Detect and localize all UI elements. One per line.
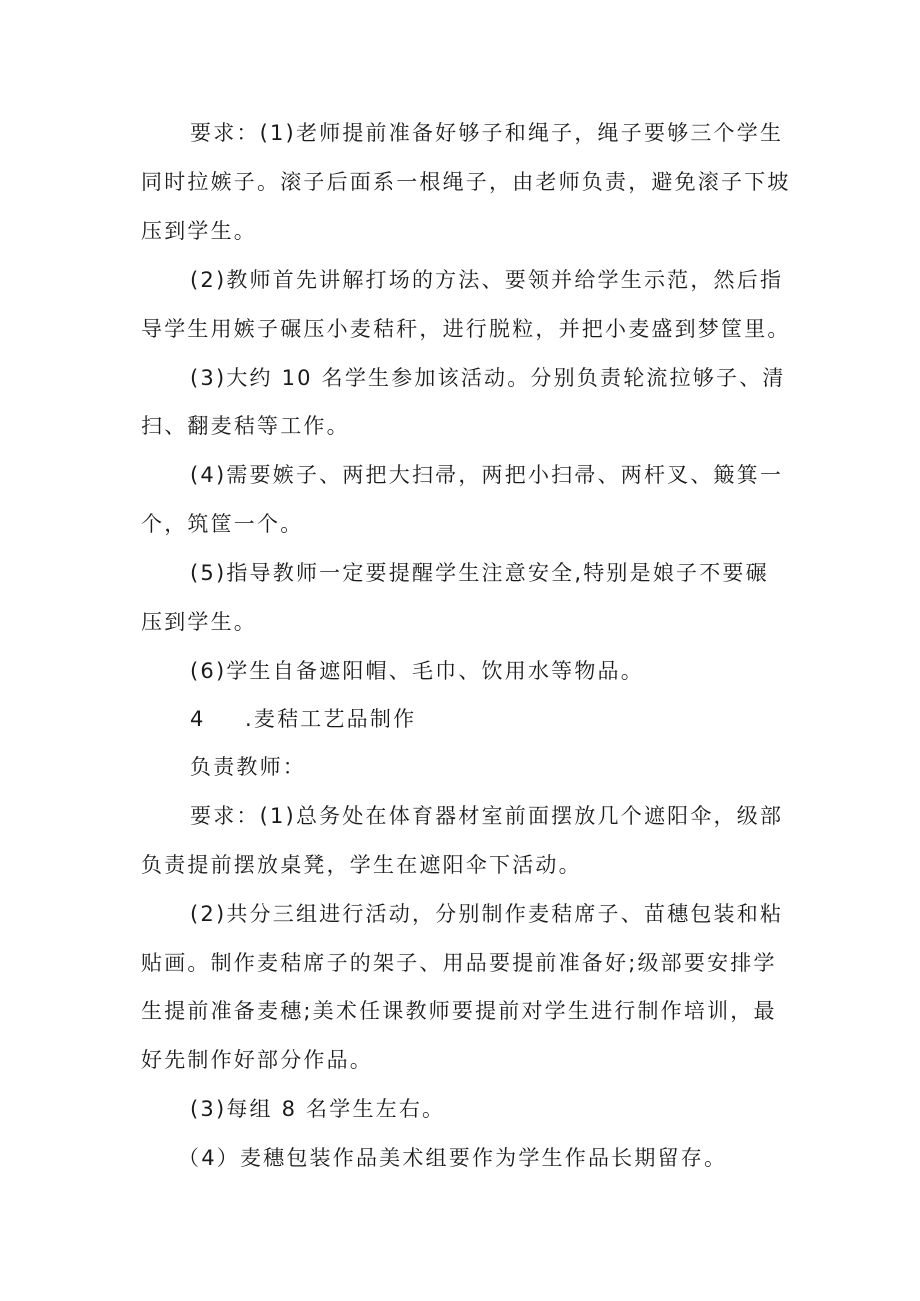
paragraph-line: 个，筑筐一个。 — [141, 512, 304, 536]
section-number: 4 — [190, 707, 206, 731]
paragraph-line: (6)学生自备遮阳帽、毛巾、饮用水等物品。 — [190, 659, 644, 683]
paragraph-line: 生提前准备麦穗;美术任课教师要提前对学生进行制作培训，最 — [141, 999, 777, 1023]
paragraph-line: 要求：(1)老师提前准备好够子和绳子，绳子要够三个学生 — [190, 121, 784, 145]
paragraph-line: 扫、翻麦秸等工作。 — [141, 414, 350, 438]
paragraph-line: 导学生用嫉子碾压小麦秸秆，进行脱粒，并把小麦盛到梦筐里。 — [141, 317, 791, 341]
paragraph-line: (3)每组 8 名学生左右。 — [190, 1097, 446, 1121]
paragraph-line: 同时拉嫉子。滚子后面系一根绳子，由老师负责，避免滚子下坡 — [141, 170, 791, 194]
paragraph-line: (5)指导教师一定要提醒学生注意安全,特别是娘子不要碾 — [190, 561, 769, 585]
paragraph-line: 压到学生。 — [141, 219, 257, 243]
paragraph-line: 压到学生。 — [141, 610, 257, 634]
paragraph-line: 好先制作好部分作品。 — [141, 1048, 373, 1072]
section-title: .麦秸工艺品制作 — [245, 707, 417, 731]
paragraph-line: （4）麦穗包装作品美术组要作为学生作品长期留存。 — [178, 1146, 728, 1170]
paragraph-line: (2)教师首先讲解打场的方法、要领并给学生示范，然后指 — [190, 268, 784, 292]
paragraph-line: 贴画。制作麦秸席子的架子、用品要提前准备好;级部要安排学 — [141, 951, 777, 975]
paragraph-line: 负责教师： — [190, 755, 306, 779]
paragraph-line: (3)大约 10 名学生参加该活动。分别负责轮流拉够子、清 — [190, 366, 786, 390]
paragraph-line: 要求：(1)总务处在体育器材室前面摆放几个遮阳伞，级部 — [190, 804, 784, 828]
paragraph-line: 负责提前摆放桌凳，学生在遮阳伞下活动。 — [141, 853, 582, 877]
paragraph-line: (2)共分三组进行活动，分别制作麦秸席子、苗穗包装和粘 — [190, 902, 784, 926]
paragraph-line: (4)需要嫉子、两把大扫帚，两把小扫帚、两杆叉、簸箕一 — [190, 463, 784, 487]
